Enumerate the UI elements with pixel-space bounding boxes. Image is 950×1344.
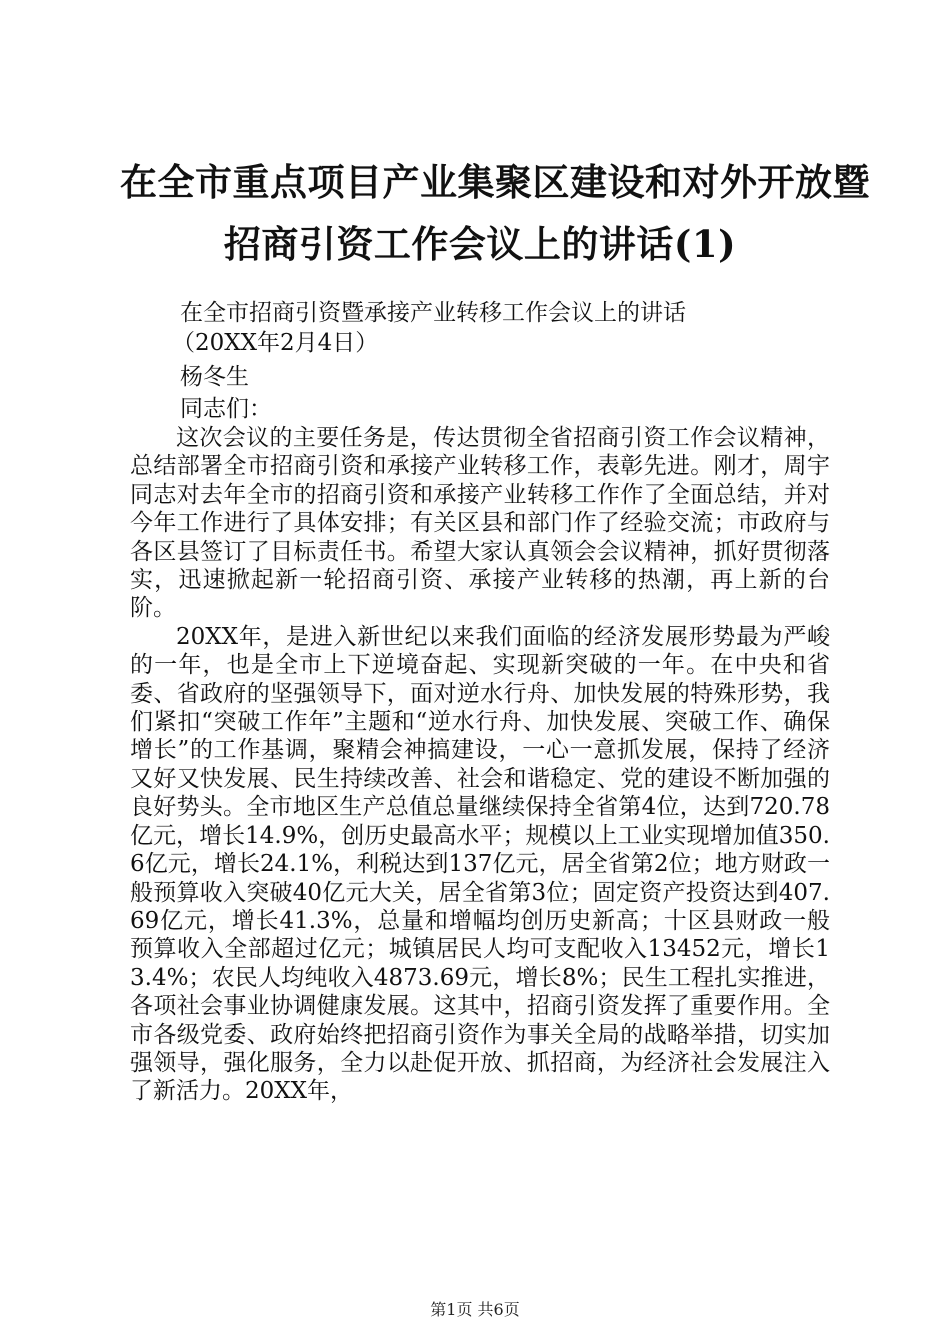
document-body [130,424,830,1106]
page-footer: 第1页 共6页 [430,1300,520,1319]
speech-subtitle: 在全市招商引资暨承接产业转移工作会议上的讲话 [180,300,686,326]
document-title-line2: 招商引资工作会议上的讲话(1) [223,222,737,266]
body-paragraph: 这次会议的主要任务是，传达贯彻全省招商引资工作会议精神，总结部署全市招商引资和承接产业转移工作，表彰先进。刚才，周宇同志对去年全市的招商引资和承接产业转移工作作了全面总结，并对今年工作进行了具体安排；有关区县和部门作了经验交流；市政府与各区县签订了目标责任书。希望大家认真领会会议精神，抓好贯彻落实，迅速掀起新一轮招商引资、承接产业转移的热潮，再上新的台阶。 [130,425,830,622]
speech-date: （20XX年2月4日） [172,330,379,356]
document-title-line1: 在全市重点项目产业集聚区建设和对外开放暨 [120,160,870,204]
salutation: 同志们： [180,396,272,422]
speaker-name: 杨冬生 [180,364,249,390]
body-paragraph: 20XX年，是进入新世纪以来我们面临的经济发展形势最为严峻的一年，也是全市上下逆境奋起、实现新突破的一年。在中央和省委、省政府的坚强领导下，面对逆水行舟、加快发展的特殊形势，我们紧扣“突破工作年”主题和“逆水行舟、加快发展、突破工作、确保增长”的工作基调，聚精会神搞建设，一心一意抓发展，保持了经济又好又快发展、民生持续改善、社会和谐稳定、党的建设不断加强的良好势头。全市地区生产总值总量继续保持全省第4位，达到720.78亿元，增长14.9%，创历史最高水平；规模以上工业实现增加值350.6亿元，增长24.1%，利税达到137亿元，居全省第2位；地方财政一般预算收入突破40亿元大关，居全省第3位；固定资产投资达到407.69亿元，增长41.3%，总量和增幅均创历史新高；十区县财政一般预算收入全部超过亿元；城镇居民人均可支配收入13452元，增长13.4%；农民人均纯收入4873.69元，增长8%；民生工程扎实推进，各项社会事业协调健康发展。这其中，招商引资发挥了重要作用。全市各级党委、政府始终把招商引资作为事关全局的战略举措，切实加强领导，强化服务，全力以赴促开放、抓招商，为经济社会发展注入了新活力。20XX年， [130,623,830,1105]
